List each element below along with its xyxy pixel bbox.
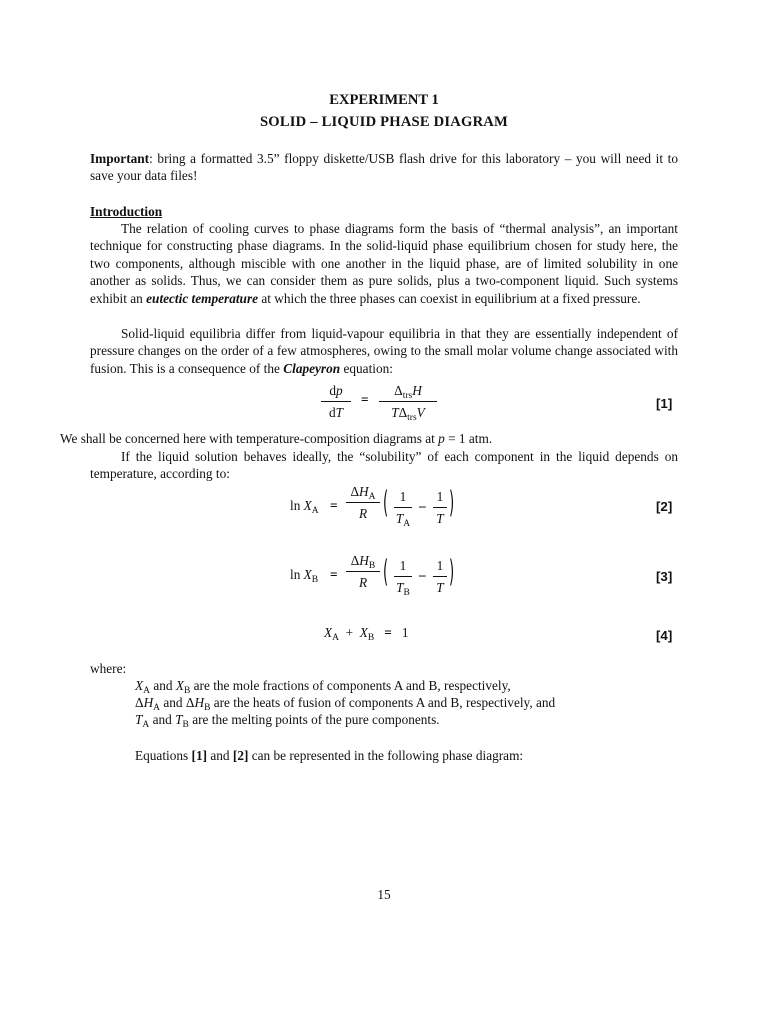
experiment-title: SOLID – LIQUID PHASE DIAGRAM [259,114,509,130]
eq1-lhs-fraction: $\frac{dp}{dT}$ [321,382,351,422]
important-text: : bring a formatted 3.5” floppy diskette/USB flash drive for this laboratory – you will need it to save your data files! [90,151,678,184]
where-label: where: [90,661,127,676]
pressure-sentence: We shall be concerned here with temperature-composition diagrams at p = 1 atm. [60,431,493,446]
experiment-number: EXPERIMENT 1 [329,92,439,108]
where-item-melting-points: $T_A$ and $T_B$ are the melting points of the pure components. [135,712,440,730]
eq1-number: [1] [656,396,673,411]
solubility-paragraph: If the liquid solution behaves ideally, the “solubility” of each component in the liquid depends on temperature, according to: [90,449,678,482]
eq4-number: [4] [656,628,673,643]
eq2-number: [2] [656,499,673,514]
clapeyron-term: Clapeyron [283,360,341,376]
closing-sentence: Equations [1] and [2] can be represented in the following phase diagram: [135,748,524,763]
eq1-rhs-fraction: $\Delta_{trs}H$ $T\Delta_{trs}V$ [379,382,437,422]
where-item-heats-of-fusion: $\Delta H_A$ and $\Delta H_B$ are the heats of fusion of components A and B, respectively, and [135,695,556,713]
introduction-paragraph-1: The relation of cooling curves to phase diagrams form the basis of “thermal analysis”, an important technique for constructing phase diagrams. In the solid-liquid phase equilibrium chosen for study here, the two components, although miscible with one another in the liquid phase, are of limited solubility in one another as solids. Thus, we can consider them as pure solids, plus a two-component liquid. Such systems exhibit an eutectic temperature at which the three phases can coexist in equilibrium at a fixed pressure. [90,221,678,306]
eq3-number: [3] [656,569,673,584]
introduction-heading: Introduction [90,204,163,219]
important-label: Important [90,151,150,166]
introduction-paragraph-2: Solid-liquid equilibria differ from liquid-vapour equilibria in that they are essentially independent of pressure changes on the order of a few atmospheres, owing to the small molar volume change associated with fusion. This is a consequence of the Clapeyron equation: [90,326,678,376]
eutectic-term: eutectic temperature [146,290,259,306]
where-item-mole-fractions: $X_A$ and $X_B$ are the mole fractions of components A and B, respectively, [135,678,511,696]
important-note [90,150,678,185]
page-number: 15 [377,887,391,902]
